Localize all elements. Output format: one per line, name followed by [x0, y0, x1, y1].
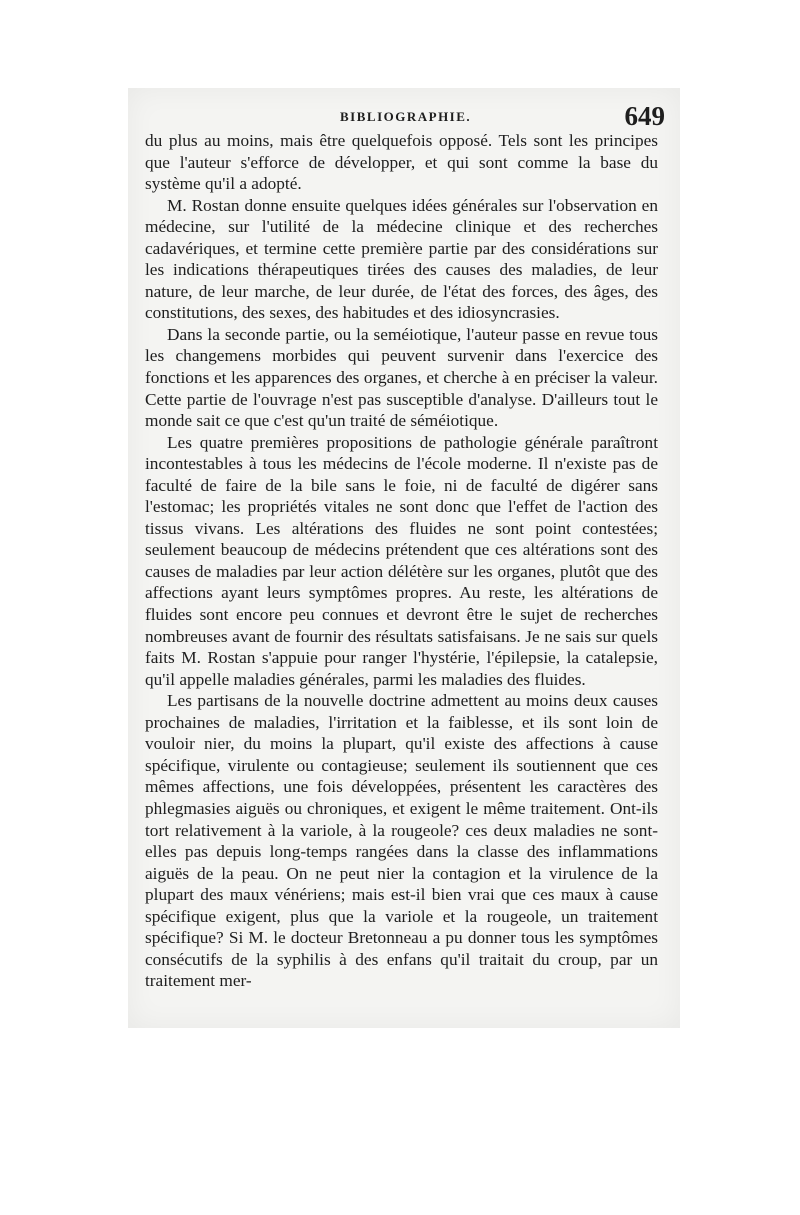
running-title: BIBLIOGRAPHIE.	[340, 109, 472, 124]
paragraph: M. Rostan donne ensuite quelques idées générales sur l'observation en médecine, sur l'utilité de la médecine clinique et des recherches cadavériques, et termine cette première partie par des considérations sur les indications thérapeutiques tirées des causes des maladies, de leur nature, de leur marche, de leur durée, de l'état des forces, des âges, des constitutions, des sexes, des habitudes et des idiosyncrasies.	[145, 195, 658, 323]
paragraph: Les quatre premières propositions de pathologie générale paraîtront incontestables à tous les médecins de l'école moderne. Il n'existe pas de faculté de faire de la bile sans le foie, ni de faculté de digérer sans l'estomac; les propriétés vitales ne sont donc que l'effet de l'action des tissus vivans. Les altérations des fluides ne sont point contestées; seulement beaucoup de médecins prétendent que ces altérations sont des causes de maladies par leur action délétère sur les organes, plutôt que des affections ayant leurs symptômes propres. Au reste, les altérations de fluides sont encore peu connues et devront être le sujet de recherches nombreuses avant de fournir des résultats satisfaisans. Je ne sais sur quels faits M. Rostan s'appuie pour ranger l'hystérie, l'épilepsie, la catalepsie, qu'il appelle maladies générales, parmi les maladies des fluides.	[145, 432, 658, 689]
page-header	[145, 103, 665, 133]
body-text	[145, 130, 658, 992]
paragraph: du plus au moins, mais être quelquefois opposé. Tels sont les principes que l'auteur s'efforce de développer, et qui sont comme la base du système qu'il a adopté.	[145, 131, 658, 194]
paragraph: Dans la seconde partie, ou la seméiotique, l'auteur passe en revue tous les changemens morbides qui peuvent survenir dans l'exercice des fonctions et les apparences des organes, et cherche à en préciser la valeur. Cette partie de l'ouvrage n'est pas susceptible d'analyse. D'ailleurs tout le monde sait ce que c'est qu'un traité de séméiotique.	[145, 324, 658, 431]
paragraph: Les partisans de la nouvelle doctrine admettent au moins deux causes prochaines de maladies, l'irritation et la faiblesse, et ils sont loin de vouloir nier, du moins la plupart, qu'il existe des affections à cause spécifique, virulente ou contagieuse; seulement ils soutiennent que ces mêmes affections, une fois développées, présentent les caractères des phlegmasies aiguës ou chroniques, et exigent le même traitement. Ont-ils tort relativement à la variole, à la rougeole? ces deux maladies ne sont-elles pas depuis long-temps rangées dans la classe des inflammations aiguës de la peau. On ne peut nier la contagion et la virulence de la plupart des maux vénériens; mais est-il bien vrai que ces maux à cause spécifique exigent, plus que la variole et la rougeole, un traitement spécifique? Si M. le docteur Bretonneau a pu donner tous les symptômes consécutifs de la syphilis à des enfans qu'il traitait du croup, par un traitement mer-	[145, 691, 658, 991]
page-number: 649	[624, 101, 665, 131]
